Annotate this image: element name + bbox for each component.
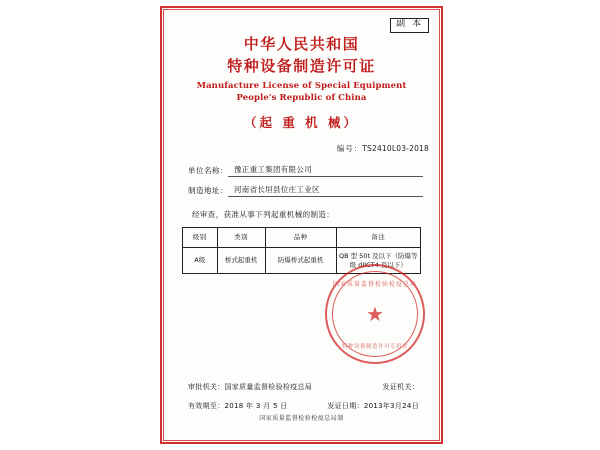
equipment-table	[182, 227, 421, 274]
manufacture-address-value: 河南省长垣县位庄工业区	[228, 184, 423, 197]
copy-badge: 副 本	[390, 18, 429, 33]
cell-item: 防爆桥式起重机	[265, 247, 336, 274]
approval-authority	[188, 382, 312, 392]
equipment-table-wrapper	[182, 227, 421, 274]
cell-note: QB 型 50t 及以下（防爆等级 dIICT4 及以下）	[336, 247, 420, 274]
footer-note: 国家质量监督检验检疫总局制	[259, 415, 344, 422]
cell-category: 桥式起重机	[217, 247, 265, 274]
company-name-value: 豫正重工集团有限公司	[228, 164, 423, 177]
field-list	[170, 164, 433, 197]
table-row	[183, 247, 421, 274]
seal-text-top: 国家质量监督检验检疫总局	[332, 281, 417, 288]
certificate-sheet	[160, 6, 443, 444]
header-note: 备注	[336, 228, 420, 248]
title-block	[170, 34, 433, 105]
validity-label: 有效期至：	[188, 402, 225, 410]
table-header-row	[183, 228, 421, 248]
field-row	[188, 164, 423, 177]
approval-authority-row	[188, 382, 419, 392]
license-number-label: 编号：	[336, 144, 363, 153]
validity	[188, 401, 288, 411]
approval-authority-value: 国家质量监督检验检疫总局	[224, 383, 313, 391]
approval-statement: 经审查，获准从事下列起重机械的制造：	[192, 210, 335, 219]
cell-level: A级	[183, 247, 218, 274]
star-icon: ★	[366, 302, 384, 326]
header-category: 类别	[217, 228, 265, 248]
issue-date	[327, 401, 419, 411]
issue-date-value: 2013年3月24日	[363, 402, 419, 410]
license-number-value: TS2410L03-2018	[362, 144, 429, 153]
header-level: 级别	[183, 228, 218, 248]
field-row	[188, 184, 423, 197]
validity-row	[188, 401, 419, 411]
title-chinese-line-1: 中华人民共和国	[243, 35, 360, 53]
equipment-category-subtitle: （起 重 机 械）	[243, 115, 360, 130]
company-name-label: 单位名称：	[188, 166, 228, 175]
validity-value: 2018 年 3 月 5 日	[224, 402, 288, 410]
seal-text-bottom: 特种设备制造许可专用章	[341, 344, 408, 350]
manufacture-address-label: 制造地址：	[188, 186, 228, 195]
official-seal	[325, 264, 425, 364]
title-english-line-1: Manufacture License of Special Equipment	[196, 80, 407, 91]
issue-organization-label: 发证机关：	[382, 383, 419, 391]
issue-date-label: 发证日期：	[327, 402, 364, 410]
certificate-content	[170, 14, 433, 436]
title-english-line-2: People's Republic of China	[236, 93, 367, 104]
header-item: 品种	[265, 228, 336, 248]
license-number-row	[170, 143, 433, 154]
seal-inner-ring	[332, 271, 418, 357]
title-chinese-line-2: 特种设备制造许可证	[227, 56, 376, 75]
approval-authority-label: 审批机关：	[188, 383, 225, 391]
